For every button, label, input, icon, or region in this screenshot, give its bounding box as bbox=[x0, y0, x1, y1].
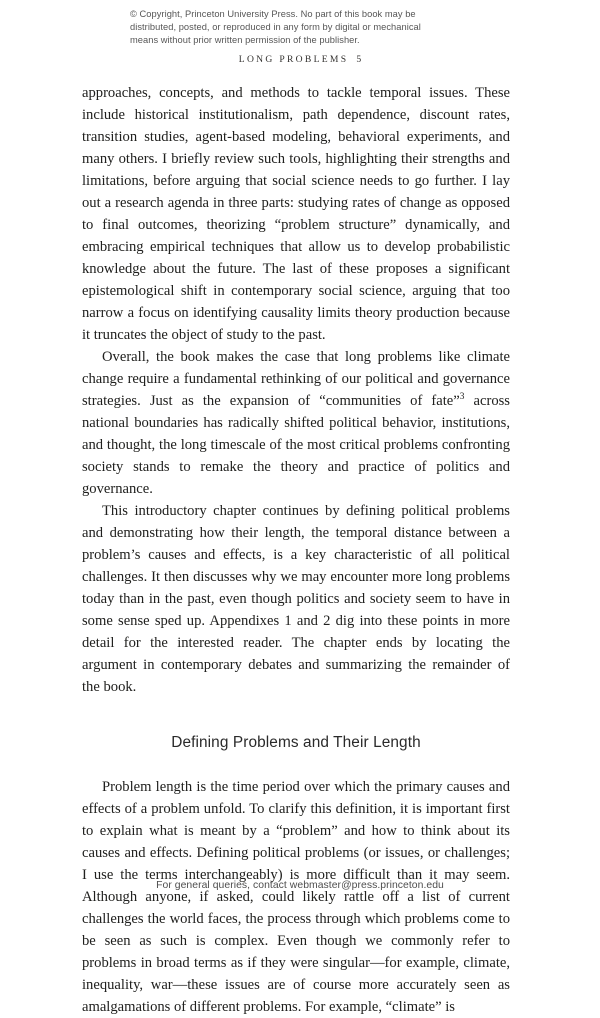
paragraph-2-text-before-footnote: Overall, the book makes the case that long problems like climate change require a fundamental rethinking of our political and governance strategies. Just as the expansion of “communities of fate” bbox=[82, 349, 510, 409]
footer-notice: For general queries, contact webmaster@press.princeton.edu bbox=[156, 880, 444, 891]
running-head bbox=[0, 54, 600, 65]
paragraph-2 bbox=[82, 346, 510, 500]
paragraph-1: approaches, concepts, and methods to tackle temporal issues. These include historical institutionalism, path dependence, discount rates, transition studies, agent-based modeling, behavioral experiments, and many others. I briefly review such tools, highlighting their strengths and limitations, before arguing that social science needs to go further. I lay out a research agenda in three parts: studying rates of change as opposed to final outcomes, theorizing “problem structure” dynamically, and embracing empirical techniques that allow us to develop probabilistic knowledge about the future. The last of these proposes a significant epistemological shift in contemporary social science, arguing that too narrow a focus on identifying causality limits theory production because it truncates the object of study to the past. bbox=[82, 85, 510, 343]
footnote-marker: 3 bbox=[459, 392, 465, 403]
page-number: 5 bbox=[356, 54, 362, 65]
running-head-title: LONG PROBLEMS bbox=[238, 54, 349, 65]
heading-spacer-above bbox=[82, 698, 510, 732]
paragraph-4: Problem length is the time period over which the primary causes and effects of a problem unfold. To clarify this definition, it is important first to explain what is meant by a “problem” and how to think about its causes and effects. Defining political problems (or issues, or challenges; I use the terms interchangeably) is more difficult than it may seem. Although anyone, if asked, could likely rattle off a list of current challenges the world faces, the process through which problems come to be seen as such is complex. Even though we commonly refer to problems in broad terms as if they were singular—for example, climate, inequality, war—these issues are of course more accurately seen as amalgamations of different problems. For example, “climate” is bbox=[82, 779, 510, 1015]
paragraph-3: This introductory chapter continues by defining political problems and demonstrating how their length, the temporal distance between a problem’s causes and effects, is a key characteristic of all political challenges. It then discusses why we may encounter more long problems today than in the past, even though politics and society seem to have in some sense sped up. Appendixes 1 and 2 dig into these points in more detail for the interested reader. The chapter ends by locating the argument in contemporary debates and summarizing the remainder of the book. bbox=[82, 503, 510, 695]
copyright-notice bbox=[130, 8, 480, 48]
paragraph-2-text-after-footnote: across national boundaries has radically shifted political behavior, institutions, and thought, the long timescale of the most critical problems confronting society stands to remake the theory and practice of politics and governance. bbox=[82, 393, 510, 497]
copyright-notice-line-3: means without prior written permission of the publisher. bbox=[130, 35, 360, 46]
copyright-notice-line-2: distributed, posted, or reproduced in any form by digital or mechanical bbox=[130, 22, 421, 33]
heading-spacer-below bbox=[82, 754, 510, 776]
text-block bbox=[82, 82, 510, 1018]
section-heading: Defining Problems and Their Length bbox=[171, 734, 421, 751]
copyright-notice-line-1: © Copyright, Princeton University Press. No part of this book may be bbox=[130, 9, 416, 19]
